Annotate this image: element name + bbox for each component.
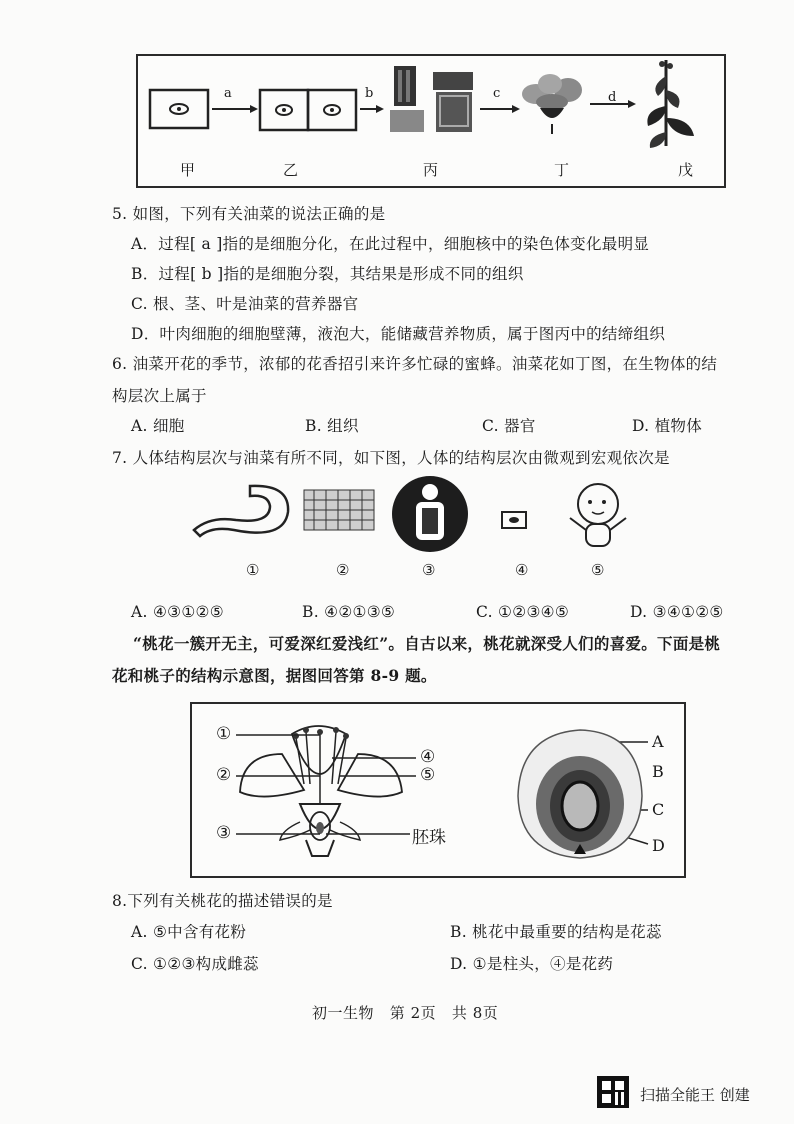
fruit-label-b: B xyxy=(652,762,664,781)
q5-stem: 5. 如图，下列有关油菜的说法正确的是 xyxy=(112,205,386,223)
q7-option-c: C. ①②③④⑤ xyxy=(476,603,570,621)
q7-option-b: B. ④②①③⑤ xyxy=(302,603,396,621)
q7-fig-label-3: ③ xyxy=(422,561,436,579)
figure-label-bing: 丙 xyxy=(423,161,439,179)
q7-fig-label-4: ④ xyxy=(515,561,529,579)
q8-option-b: B. 桃花中最重要的结构是花蕊 xyxy=(450,923,662,941)
figure-label-ding: 丁 xyxy=(554,161,570,179)
q6-stem-line2: 构层次上属于 xyxy=(112,387,207,405)
flower-label-3: ③ xyxy=(216,823,232,843)
q7-fig-label-2: ② xyxy=(336,561,350,579)
fruit-label-c: C xyxy=(652,800,665,819)
q6-option-a: A. 细胞 xyxy=(131,417,185,435)
figure-plant-levels xyxy=(136,54,726,188)
arrow-label-c: c xyxy=(493,86,501,101)
q5-option-b: B．过程[ b ]指的是细胞分裂，其结果是形成不同的组织 xyxy=(131,265,524,283)
q5-option-c: C. 根、茎、叶是油菜的营养器官 xyxy=(131,295,359,313)
q8-stem: 8.下列有关桃花的描述错误的是 xyxy=(112,892,333,910)
intro-line2: 花和桃子的结构示意图，据图回答第 8-9 题。 xyxy=(112,666,437,685)
q7-figure-human-levels xyxy=(190,478,650,558)
qr-code-icon xyxy=(597,1076,629,1108)
watermark-text: 扫描全能王 创建 xyxy=(640,1086,750,1104)
q7-fig-label-5: ⑤ xyxy=(591,561,605,579)
q5-option-d: D．叶肉细胞的细胞壁薄，液泡大，能储藏营养物质，属于图丙中的结缔组织 xyxy=(131,325,666,343)
q8-option-a: A. ⑤中含有花粉 xyxy=(131,923,247,941)
figure-peach xyxy=(190,702,686,878)
figure-label-yi: 乙 xyxy=(283,161,299,179)
q6-option-c: C. 器官 xyxy=(482,417,536,435)
q7-option-a: A. ④③①②⑤ xyxy=(131,603,224,621)
page-footer: 初一生物 第 2页 共 8页 xyxy=(312,1004,499,1022)
q6-option-d: D. 植物体 xyxy=(632,417,703,435)
q6-stem-line1: 6. 油菜开花的季节，浓郁的花香招引来许多忙碌的蜜蜂。油菜花如丁图，在生物体的结 xyxy=(112,355,718,373)
q7-fig-label-1: ① xyxy=(246,561,260,579)
q7-stem: 7. 人体结构层次与油菜有所不同，如下图，人体的结构层次由微观到宏观依次是 xyxy=(112,449,670,467)
arrow-label-d: d xyxy=(608,90,617,105)
figure-label-jia: 甲 xyxy=(180,161,196,179)
flower-label-1: ① xyxy=(216,724,232,744)
intro-line1: “桃花一簇开无主，可爱深红爱浅红”。自古以来，桃花就深受人们的喜爱。下面是桃 xyxy=(133,634,721,653)
flower-label-2: ② xyxy=(216,765,232,785)
flower-label-4: ④ xyxy=(420,747,436,767)
peach-fruit-drawing xyxy=(510,726,650,866)
tissue-drawing xyxy=(304,490,374,530)
q7-option-d: D. ③④①②⑤ xyxy=(630,603,724,621)
arrow-label-a: a xyxy=(224,86,232,101)
q8-option-d: D. ①是柱头，④是花药 xyxy=(450,955,614,973)
q6-option-b: B. 组织 xyxy=(305,417,359,435)
fruit-label-a: A xyxy=(652,732,664,751)
fruit-label-d: D xyxy=(652,836,665,855)
q8-option-c: C. ①②③构成雌蕊 xyxy=(131,955,259,973)
figure-label-wu: 戊 xyxy=(678,161,694,179)
flower-label-ovule: 胚珠 xyxy=(412,828,446,848)
arrow-label-b: b xyxy=(365,86,374,101)
q5-option-a: A．过程[ a ]指的是细胞分化，在此过程中，细胞核中的染色体变化最明显 xyxy=(131,235,650,253)
flower-label-5: ⑤ xyxy=(420,765,436,785)
